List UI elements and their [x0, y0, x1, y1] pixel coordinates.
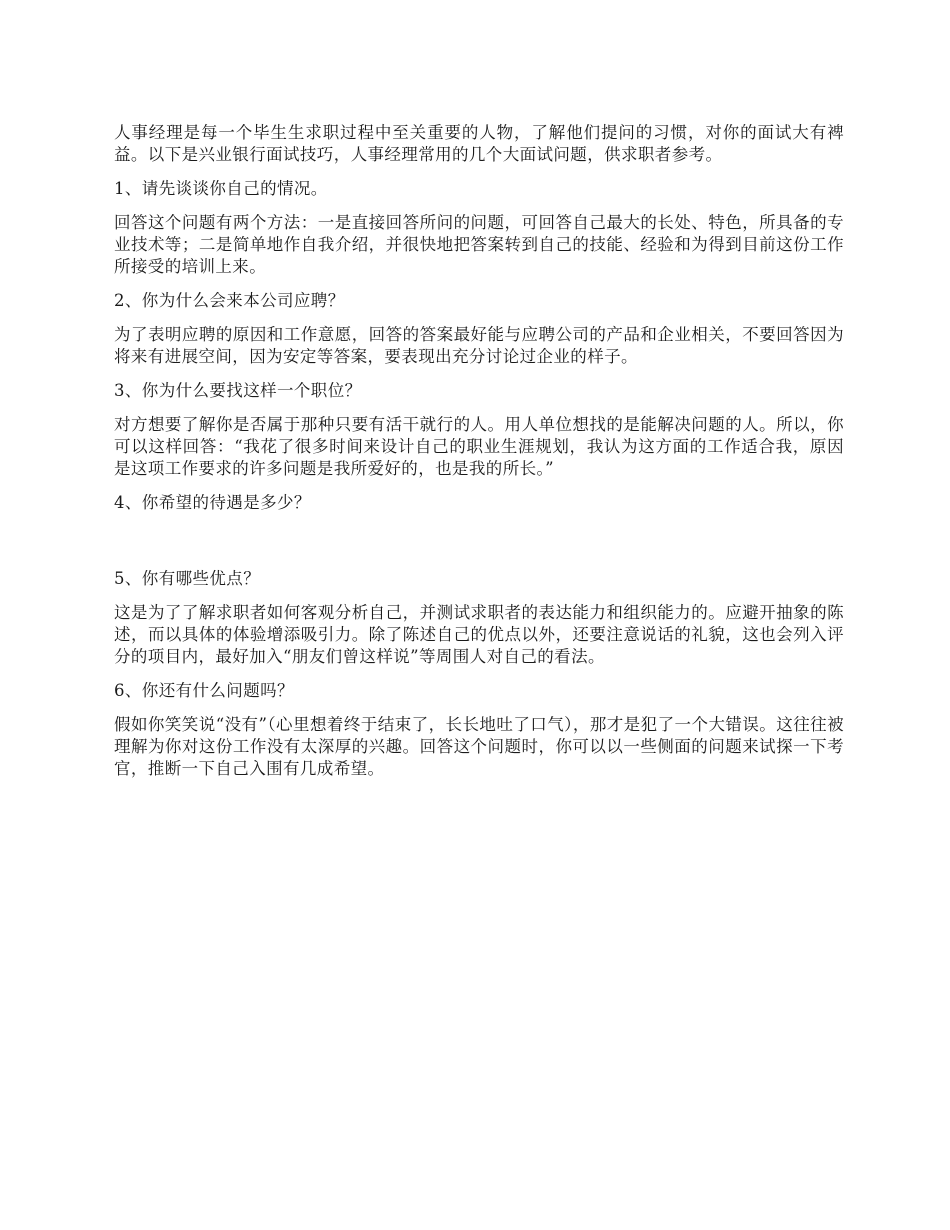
intro-paragraph: 人事经理是每一个毕生生求职过程中至关重要的人物，了解他们提问的习惯，对你的面试大有裨益。以下是兴业银行面试技巧，人事经理常用的几个大面试问题，供求职者参考。	[114, 123, 844, 164]
question-6: 6、你还有什么问题吗？	[114, 681, 294, 700]
document-page	[114, 122, 844, 780]
answer-5: 这是为了了解求职者如何客观分析自己，并测试求职者的表达能力和组织能力的。应避开抽象的陈述，而以具体的体验增添吸引力。除了陈述自己的优点以外，还要注意说话的礼貌，这也会列入评分的项目内，最好加入“朋友们曾这样说”等周围人对自己的看法。	[114, 603, 844, 666]
question-5: 5、你有哪些优点？	[114, 569, 261, 588]
answer-3: 对方想要了解你是否属于那种只要有活干就行的人。用人单位想找的是能解决问题的人。所以，你可以这样回答：“我花了很多时间来设计自己的职业生涯规划，我认为这方面的工作适合我，原因是这项工作要求的许多问题是我所爱好的，也是我的所长。”	[114, 415, 844, 478]
question-2: 2、你为什么会来本公司应聘？	[114, 291, 345, 310]
answer-6: 假如你笑笑说“没有”（心里想着终于结束了，长长地吐了口气），那才是犯了一个大错误。这往往被理解为你对这份工作没有太深厚的兴趣。回答这个问题时，你可以以一些侧面的问题来试探一下考官，推断一下自己入围有几成希望。	[114, 715, 844, 778]
question-4: 4、你希望的待遇是多少？	[114, 493, 311, 512]
question-1: 1、请先谈谈你自己的情况。	[114, 179, 328, 198]
answer-4-empty	[114, 526, 844, 568]
answer-2: 为了表明应聘的原因和工作意愿，回答的答案最好能与应聘公司的产品和企业相关，不要回答因为将来有进展空间，因为安定等答案，要表现出充分讨论过企业的样子。	[114, 325, 844, 366]
question-3: 3、你为什么要找这样一个职位？	[114, 381, 362, 400]
answer-1: 回答这个问题有两个方法：一是直接回答所问的问题，可回答自己最大的长处、特色，所具备的专业技术等；二是简单地作自我介绍，并很快地把答案转到自己的技能、经验和为得到目前这份工作所接受的培训上来。	[114, 213, 844, 276]
